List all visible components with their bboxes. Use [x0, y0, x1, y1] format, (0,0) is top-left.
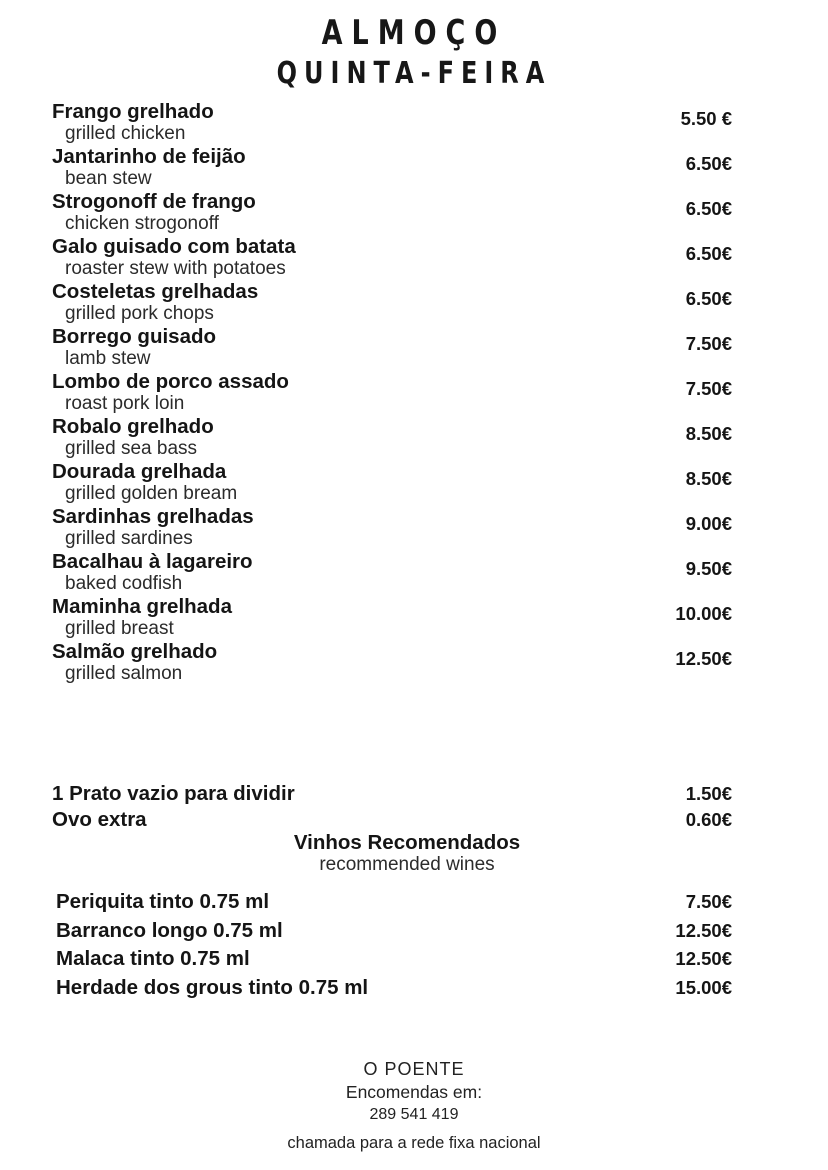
dish-translation: roast pork loin	[65, 393, 185, 414]
dish-translation: lamb stew	[65, 348, 151, 369]
dish-text	[52, 371, 686, 415]
dish-name: Costeletas grelhadas	[52, 280, 259, 303]
menu-item	[52, 641, 732, 685]
dish-price: 8.50€	[685, 468, 732, 489]
dish-translation: bean stew	[65, 168, 152, 189]
extras-list	[52, 781, 732, 833]
wine-list	[52, 888, 732, 1002]
wine-name: Malaca tinto 0.75 ml	[56, 947, 250, 970]
orders-label: Encomendas em:	[345, 1082, 483, 1102]
menu-item	[52, 596, 732, 640]
dish-text	[52, 641, 675, 685]
dish-translation: grilled golden bream	[65, 483, 238, 504]
wine-price: 12.50€	[675, 919, 732, 941]
dish-translation: grilled sardines	[65, 528, 193, 549]
dish-text	[52, 416, 686, 460]
dish-text	[52, 146, 686, 190]
dish-price: 12.50€	[675, 648, 732, 669]
dish-text	[52, 281, 686, 325]
page-subtitle: QUINTA-FEIRA	[276, 55, 552, 91]
menu-header	[52, 14, 776, 91]
dish-text	[52, 596, 675, 640]
menu-item	[52, 371, 732, 415]
dish-translation: baked codfish	[65, 573, 183, 594]
extra-item	[52, 781, 732, 807]
extra-name: Ovo extra	[52, 808, 147, 831]
dish-name: Strogonoff de frango	[52, 190, 256, 213]
dish-translation: grilled pork chops	[65, 303, 214, 324]
wine-name: Periquita tinto 0.75 ml	[56, 890, 270, 913]
dish-price: 10.00€	[675, 603, 732, 624]
dish-translation: grilled sea bass	[65, 438, 198, 459]
wine-name: Barranco longo 0.75 ml	[56, 918, 283, 942]
menu-item	[52, 416, 732, 460]
menu-item	[52, 191, 732, 235]
dish-name: Sardinhas grelhadas	[52, 505, 254, 528]
dish-translation: grilled chicken	[65, 123, 186, 144]
extra-item	[52, 807, 732, 833]
menu-item	[52, 461, 732, 505]
wine-item	[52, 917, 732, 946]
menu-item	[52, 281, 732, 325]
restaurant-name: O POENTE	[363, 1059, 465, 1079]
dish-name: Dourada grelhada	[52, 460, 227, 483]
wine-item	[52, 974, 732, 1003]
dish-price: 9.00€	[685, 513, 732, 534]
dish-name: Bacalhau à lagareiro	[52, 550, 253, 573]
dish-price: 5.50 €	[680, 108, 732, 129]
page-title: ALMOÇO	[321, 14, 507, 53]
dish-text	[52, 191, 686, 235]
dish-translation: grilled breast	[65, 618, 174, 639]
dish-price: 7.50€	[685, 378, 732, 399]
dish-text	[52, 551, 686, 595]
wine-price: 15.00€	[675, 976, 732, 998]
dish-name: Borrego guisado	[52, 325, 217, 348]
dish-text	[52, 326, 686, 370]
dish-price: 6.50€	[685, 153, 732, 174]
dish-text	[52, 236, 686, 280]
menu-item	[52, 236, 732, 280]
wines-title: Vinhos Recomendados	[293, 831, 521, 854]
dish-name: Frango grelhado	[52, 100, 214, 123]
wine-item	[52, 888, 732, 917]
dish-text	[52, 506, 686, 550]
extra-price: 0.60€	[685, 809, 732, 830]
dish-price: 8.50€	[685, 423, 732, 444]
menu-item	[52, 101, 732, 145]
dish-text	[52, 461, 686, 505]
menu-item	[52, 551, 732, 595]
dish-list	[52, 101, 732, 685]
dish-name: Salmão grelhado	[52, 640, 218, 663]
menu-footer	[0, 1057, 828, 1154]
dish-name: Galo guisado com batata	[52, 235, 296, 258]
menu-item	[52, 326, 732, 370]
phone-note: chamada para a rede fixa nacional	[287, 1134, 541, 1152]
dish-price: 6.50€	[685, 198, 732, 219]
menu-item	[52, 146, 732, 190]
menu-item	[52, 506, 732, 550]
wine-price: 7.50€	[685, 891, 732, 912]
dish-name: Jantarinho de feijão	[52, 145, 246, 168]
dish-translation: chicken strogonoff	[65, 213, 219, 234]
dish-price: 6.50€	[685, 243, 732, 264]
dish-price: 7.50€	[685, 333, 732, 354]
dish-name: Robalo grelhado	[52, 415, 214, 438]
extra-price: 1.50€	[685, 783, 732, 804]
dish-name: Lombo de porco assado	[52, 370, 289, 393]
dish-text	[52, 101, 681, 145]
wines-header	[52, 831, 762, 876]
extra-name: 1 Prato vazio para dividir	[52, 782, 295, 805]
wine-price: 12.50€	[675, 948, 732, 969]
dish-price: 6.50€	[685, 288, 732, 309]
wine-item	[52, 945, 732, 974]
dish-price: 9.50€	[685, 558, 732, 579]
dish-name: Maminha grelhada	[52, 595, 232, 618]
wine-name: Herdade dos grous tinto 0.75 ml	[56, 975, 369, 999]
dish-translation: roaster stew with potatoes	[65, 258, 286, 279]
dish-translation: grilled salmon	[65, 663, 183, 684]
wines-subtitle: recommended wines	[319, 854, 495, 875]
phone-number: 289 541 419	[369, 1106, 459, 1123]
